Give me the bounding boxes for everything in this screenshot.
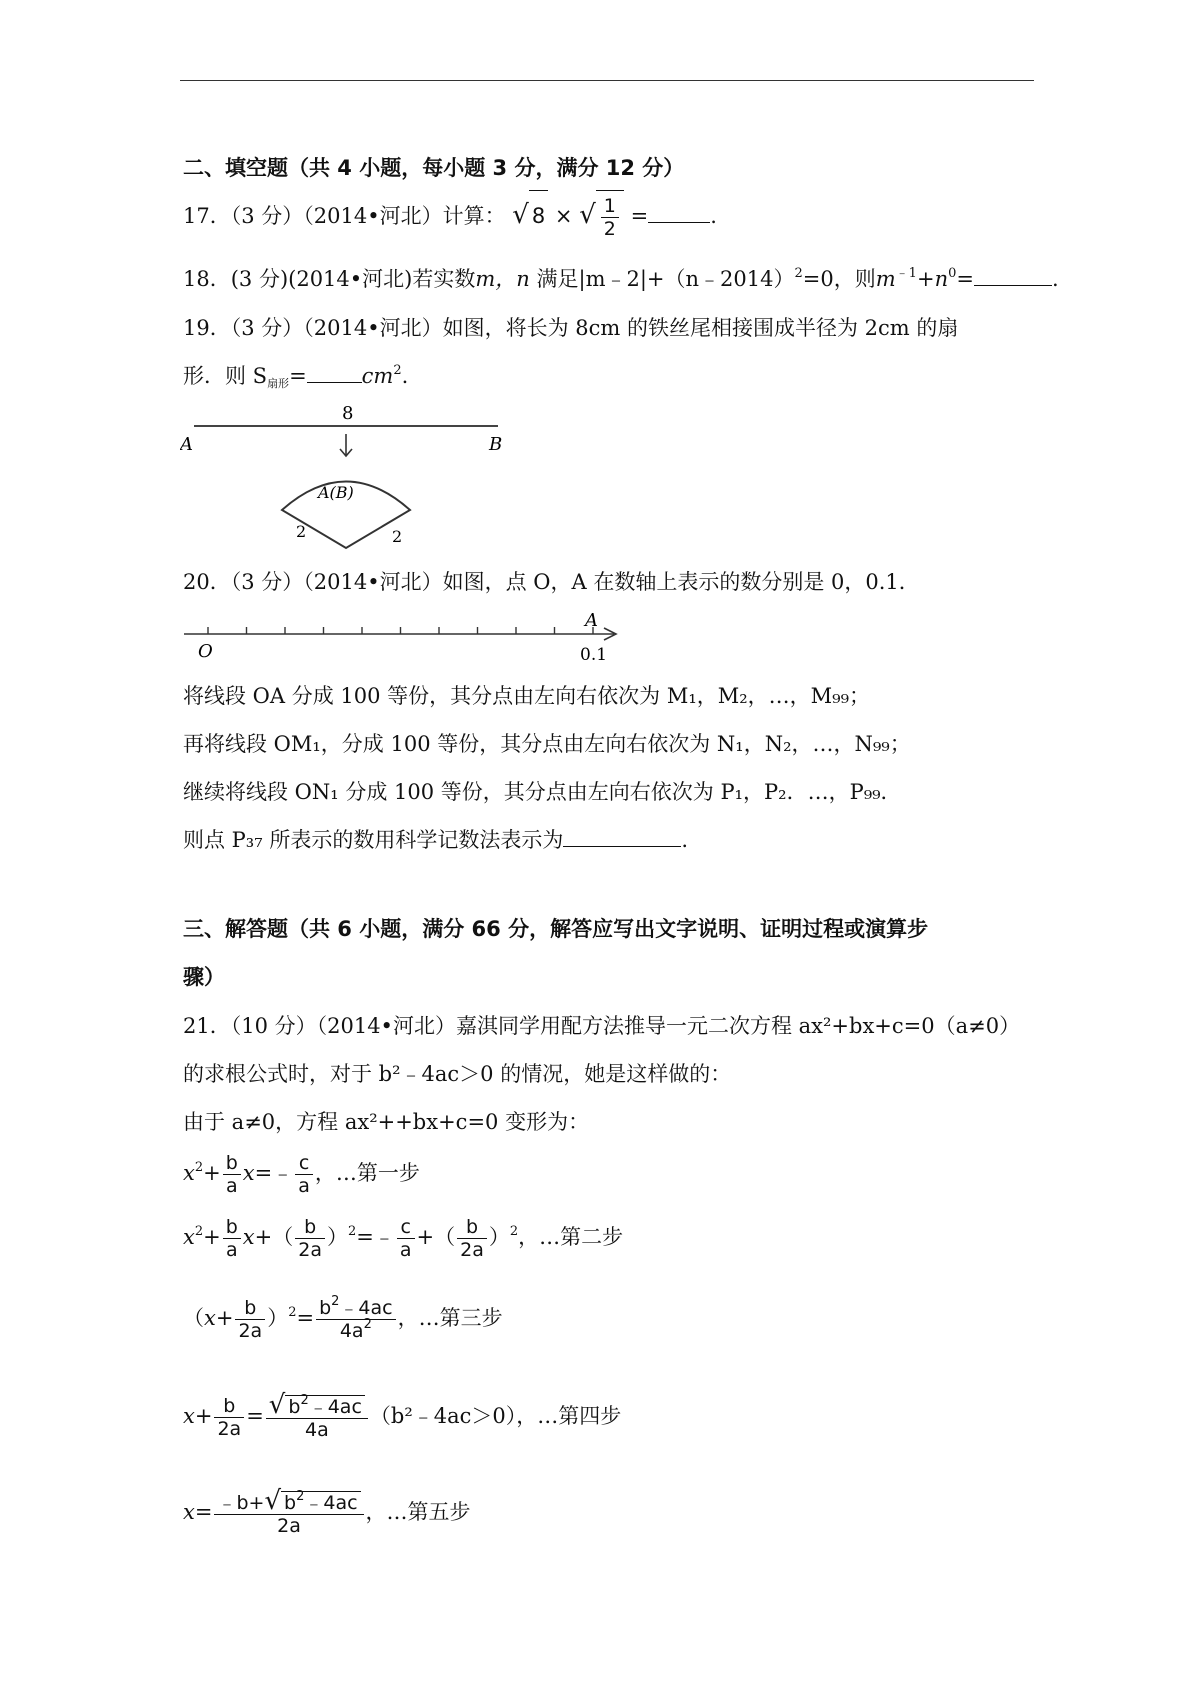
step-3-label: ，…第三步 [397, 1306, 503, 1330]
section-heading-solve-line1: 三、解答题（共 6 小题，满分 66 分，解答应写出文字说明、证明过程或演算步 [183, 917, 929, 941]
question-19-line1: 19．（3 分）（2014•河北）如图，将长为 8cm 的铁丝尾相接围成半径为 2cm 的扇 [183, 316, 959, 340]
q19-prefix: 形．则 S [183, 364, 268, 388]
question-21-line2: 的求根公式时，对于 b²﹣4ac＞0 的情况，她是这样做的： [183, 1062, 732, 1086]
sector-label: A(B) [318, 483, 354, 502]
q17-end: . [710, 204, 717, 228]
question-21-line3: 由于 a≠0，方程 ax²++bx+c=0 变形为： [183, 1110, 590, 1134]
question-20-line3: 再将线段 OM₁，分成 100 等份，其分点由左向右依次为 N₁，N₂，…，N₉₉； [183, 732, 911, 756]
step-4-label: ，…第四步 [516, 1404, 622, 1428]
q17-sqrt8: √ 8 [512, 204, 548, 228]
q18-stem: 18．(3 分)(2014•河北)若实数 [183, 267, 476, 291]
q18-vars: m，n [475, 267, 530, 291]
question-20-line2: 将线段 OA 分成 100 等份，其分点由左向右依次为 M₁，M₂，…，M₉₉； [183, 684, 871, 708]
step-2-label: ，…第二步 [518, 1225, 624, 1249]
q18-text4: =0，则 [802, 267, 876, 291]
label-a: A [180, 434, 193, 455]
top-rule [180, 80, 1034, 81]
question-20-line4: 继续将线段 ON₁ 分成 100 等份，其分点由左向右依次为 P₁，P₂．…，P₉₉． [183, 780, 902, 804]
question-19-line2: 形．则 S扇形= $cm^2$. [183, 363, 409, 390]
label-b: B [489, 434, 503, 455]
q18-text3: n﹣2014） [685, 267, 795, 291]
step-1-label: ，…第一步 [314, 1161, 420, 1185]
wire-length-label: 8 [342, 403, 354, 424]
q18-mid: 满足| [529, 267, 586, 291]
question-20-line5 [183, 826, 688, 854]
q18-text2: m﹣2|+（ [585, 267, 686, 291]
origin-label: O [198, 641, 213, 662]
figure-20-number-line [180, 606, 620, 666]
step-1: $x^2+$ $\frac{b}{a}$ x=﹣ $\frac{c}{a}$ ，…第一步 [183, 1152, 420, 1197]
section-heading-solve-line2: 骤） [183, 965, 225, 989]
step-4-condition: （b²﹣4ac＞0） [369, 1404, 517, 1428]
step-2: $x^2+$ $\frac{b}{a}$ x+（ $\frac{b}{2a}$ ）$^2$=﹣ $\frac{c}{a}$ +（ $\frac{b}{2a}$ ）$^2$，…第二步 [183, 1216, 624, 1261]
step-4: x+ $\frac{b}{2a}$ = $\frac{√ b^2﹣4ac}{4a}$ （b²﹣4ac＞0），…第四步 [183, 1390, 622, 1441]
step-5: x= $\frac{﹣b+√ b^2﹣4ac}{2a}$ ，…第五步 [183, 1486, 471, 1537]
question-17 [183, 190, 717, 241]
q19-answer-blank [307, 362, 362, 383]
q18-answer-blank [974, 265, 1052, 286]
axis-ticks [208, 627, 593, 634]
q19-end: . [401, 364, 409, 388]
q18-end: . [1051, 267, 1059, 291]
q20-stem: 则点 P₃₇ 所表示的数用科学记数法表示为 [183, 828, 564, 852]
question-20-line1: 20．（3 分）（2014•河北）如图，点 O，A 在数轴上表示的数分别是 0，0.1． [183, 570, 920, 594]
q17-equals: = [630, 204, 649, 228]
q17-times: × [554, 204, 573, 228]
value-label: 0.1 [580, 645, 608, 665]
radius-left-label: 2 [296, 522, 307, 541]
q20-end: . [681, 828, 689, 852]
step-3: （x+ $\frac{b}{2a}$ ）$^2$= $\frac{b^2﹣4ac}{4a^2}$ ，…第三步 [183, 1294, 503, 1342]
question-18: 18．(3 分)(2014•河北)若实数m，n 满足|m﹣2|+（n﹣2014）$^2$=0，则$m^{﹣1}+n^0=$ . [183, 266, 1059, 291]
q19-unit: cm [361, 364, 394, 388]
step-5-label: ，…第五步 [365, 1500, 471, 1524]
q17-sqrt-half: √ $\frac{1}{2}$ [579, 204, 624, 228]
q19-equals: = [289, 364, 307, 388]
q17-stem: 17．（3 分）（2014•河北）计算： [183, 204, 506, 228]
question-21-line1: 21．（10 分）（2014•河北）嘉淇同学用配方法推导一元二次方程 ax²+bx+c=0（a≠0） [183, 1014, 1021, 1038]
point-a-label: A [585, 610, 598, 631]
q17-answer-blank [648, 202, 710, 223]
q19-subscript: 扇形 [267, 377, 290, 390]
section-heading-fill-blank: 二、填空题（共 4 小题，每小题 3 分，满分 12 分） [183, 156, 685, 180]
radius-right-label: 2 [392, 527, 403, 546]
figure-19-wire-sector [180, 398, 520, 558]
q20-answer-blank [563, 826, 681, 847]
